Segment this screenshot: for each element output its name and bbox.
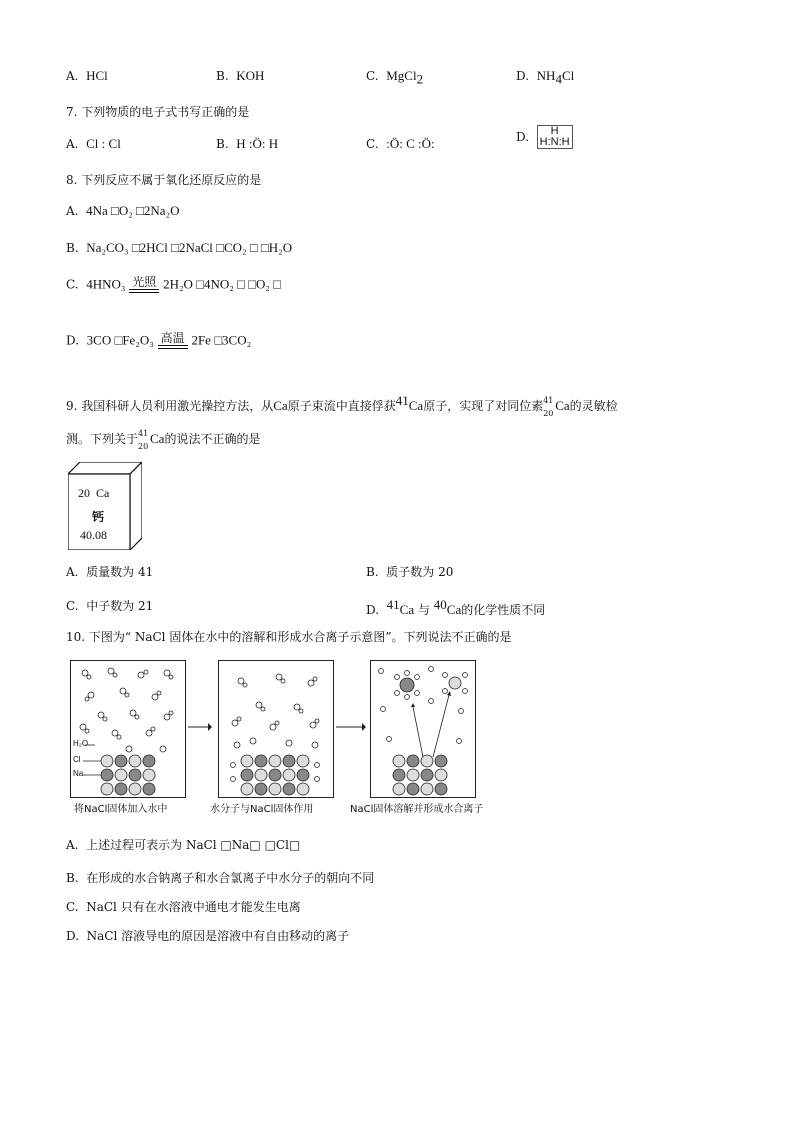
option-text: 在形成的水合钠离子和水合氯离子中水分子的朝向不同 <box>86 871 375 885</box>
atomic-number: 20 <box>78 486 90 500</box>
q10-stem: 10. 下图为“ NaCl 固体在水中的溶解和形成水合离子示意图”。下列说法不正确的是 <box>66 630 512 644</box>
equals-sign <box>129 289 159 293</box>
figure-panel-2 <box>218 660 334 798</box>
isotope-notation <box>138 428 150 451</box>
q6-option-c <box>366 68 423 87</box>
option-label: A. <box>66 565 79 579</box>
element-symbol: Ca <box>273 398 288 413</box>
stem-text: 原子，实现了对同位素 <box>423 399 544 413</box>
option-text: 中子数为 21 <box>86 599 154 613</box>
figure-panel-3 <box>370 660 476 798</box>
mass-number: 41 <box>138 428 149 438</box>
option-label: D. <box>66 333 80 348</box>
option-label: A. <box>66 137 79 151</box>
option-text: NaCl 只有在水溶液中通电才能发生电离 <box>86 900 301 914</box>
option-text: 与 <box>417 603 430 617</box>
option-text: NH <box>536 68 556 83</box>
reaction-condition <box>158 332 188 349</box>
q8-stem: 8. 下列反应不属于氧化还原反应的是 <box>66 173 262 187</box>
formula-line-main: H:N:H <box>539 136 570 148</box>
option-text: MgCl <box>386 68 417 83</box>
reaction-condition <box>129 276 159 293</box>
option-text: HCl <box>86 68 108 83</box>
q10-option-d <box>66 927 349 944</box>
element-symbol: Ca <box>96 486 110 500</box>
condition-text: 光照 <box>132 275 157 289</box>
q10-option-b <box>66 869 374 886</box>
option-label: B. <box>366 565 379 579</box>
equation: 4Na □O₂ □2Na₂O <box>86 203 180 218</box>
element-name: 钙 <box>92 510 105 524</box>
q9-option-c <box>66 597 153 614</box>
option-label: D. <box>366 603 380 617</box>
equation: Na₂CO₃ □2HCl □2NaCl □CO₂ □ □H₂O <box>86 240 293 255</box>
atomic-number: 20 <box>543 408 554 418</box>
stem-text: 测。下列关于 <box>66 432 139 446</box>
formula-line-top: H <box>550 125 559 137</box>
label-h2o: H₂O <box>73 739 89 748</box>
option-text: Cl : Cl <box>86 136 121 151</box>
element-number-symbol <box>78 486 109 501</box>
figure-caption-3: NaCl固体溶解并形成水合离子 <box>350 804 484 815</box>
equals-sign <box>158 345 188 349</box>
q9-option-d <box>366 597 545 618</box>
arrow-right-icon <box>188 722 212 732</box>
figure-caption-1: 将NaCl固体加入水中 <box>74 804 168 815</box>
option-label: C. <box>66 599 79 613</box>
q7-option-a <box>66 136 121 152</box>
stem-text: 的说法不正确的是 <box>164 432 261 446</box>
option-text: H :Ö: H <box>236 136 279 151</box>
q8-option-c <box>66 276 281 293</box>
subscript: 4 <box>555 71 562 87</box>
label-cl: Cl <box>73 755 81 764</box>
option-label: C. <box>366 69 379 83</box>
figure-caption-2: 水分子与NaCl固体作用 <box>210 804 314 815</box>
element-symbol: Ca <box>555 398 570 413</box>
option-label: B. <box>66 871 79 885</box>
mass-number: 41 <box>386 597 400 612</box>
arrow-right-icon <box>336 722 366 732</box>
q7-option-c <box>366 136 435 152</box>
calcium-element-card <box>68 462 142 550</box>
element-symbol: Ca <box>408 398 424 413</box>
q8-option-d <box>66 332 251 349</box>
label-na: Na <box>73 769 84 778</box>
option-label: A. <box>66 69 79 83</box>
option-text: NaCl 溶液导电的原因是溶液中有自由移动的离子 <box>86 929 350 943</box>
option-label: C. <box>66 900 79 914</box>
q10-option-c <box>66 898 301 915</box>
q9-option-a <box>66 563 153 580</box>
option-text: :Ö: C :Ö: <box>386 136 435 151</box>
mass-number: 40 <box>433 597 447 612</box>
subscript: 2 <box>416 71 424 87</box>
q6-option-b <box>216 68 264 84</box>
q10-option-a <box>66 836 300 853</box>
equation-left: 3CO □Fe₂O₃ <box>86 332 154 348</box>
water-molecules-illustration <box>71 661 185 797</box>
q8-option-b <box>66 240 292 256</box>
option-label: B. <box>66 241 79 255</box>
element-symbol: Ca <box>399 602 415 617</box>
nh3-electron-formula <box>537 125 573 149</box>
q6-option-a <box>66 68 108 84</box>
option-text: 质子数为 20 <box>386 565 454 579</box>
option-label: D. <box>516 130 530 144</box>
q9-stem-line1 <box>66 393 618 416</box>
option-text: 的化学性质不同 <box>461 603 546 617</box>
isotope-notation <box>543 395 555 418</box>
option-label: D. <box>516 69 530 83</box>
option-label: C. <box>66 277 79 292</box>
option-label: A. <box>66 204 79 218</box>
option-label: B. <box>216 69 229 83</box>
option-text: KOH <box>236 68 265 83</box>
option-label: A. <box>66 838 79 852</box>
option-label: D. <box>66 929 80 943</box>
element-symbol: Ca <box>446 602 462 617</box>
option-label: C. <box>366 137 379 151</box>
q8-option-a <box>66 203 180 219</box>
q9-stem-line2 <box>66 430 260 449</box>
option-text-tail: Cl <box>561 68 575 83</box>
equation-right: 2Fe □3CO₂ <box>191 332 252 348</box>
q7-option-b <box>216 136 278 152</box>
q7-stem: 7. 下列物质的电子式书写正确的是 <box>66 105 250 119</box>
mass-number: 41 <box>543 395 554 405</box>
option-text: 质量数为 41 <box>86 565 154 579</box>
q6-option-d <box>516 68 574 87</box>
water-solid-interaction-illustration <box>219 661 333 797</box>
element-symbol: Ca <box>150 431 165 446</box>
stem-text: 的灵敏检 <box>569 399 618 413</box>
q7-option-d <box>516 125 573 149</box>
atomic-number: 20 <box>138 441 149 451</box>
hydrated-ions-illustration <box>371 661 475 797</box>
option-text: 上述过程可表示为 NaCl □Na□ □Cl□ <box>86 838 301 852</box>
figure-panel-1 <box>70 660 186 798</box>
stem-text: 原子束流中直接俘获 <box>287 399 396 413</box>
stem-text: 9. 我国科研人员利用激光操控方法，从 <box>66 399 274 413</box>
condition-text: 高温 <box>160 331 185 345</box>
equation-right: 2H₂O □4NO₂ □ □O₂ □ <box>163 276 282 292</box>
mass-number: 41 <box>395 393 409 408</box>
element-mass: 40.08 <box>80 528 107 542</box>
option-label: B. <box>216 137 229 151</box>
q9-option-b <box>366 563 453 580</box>
equation-left: 4HNO₃ <box>86 276 126 292</box>
